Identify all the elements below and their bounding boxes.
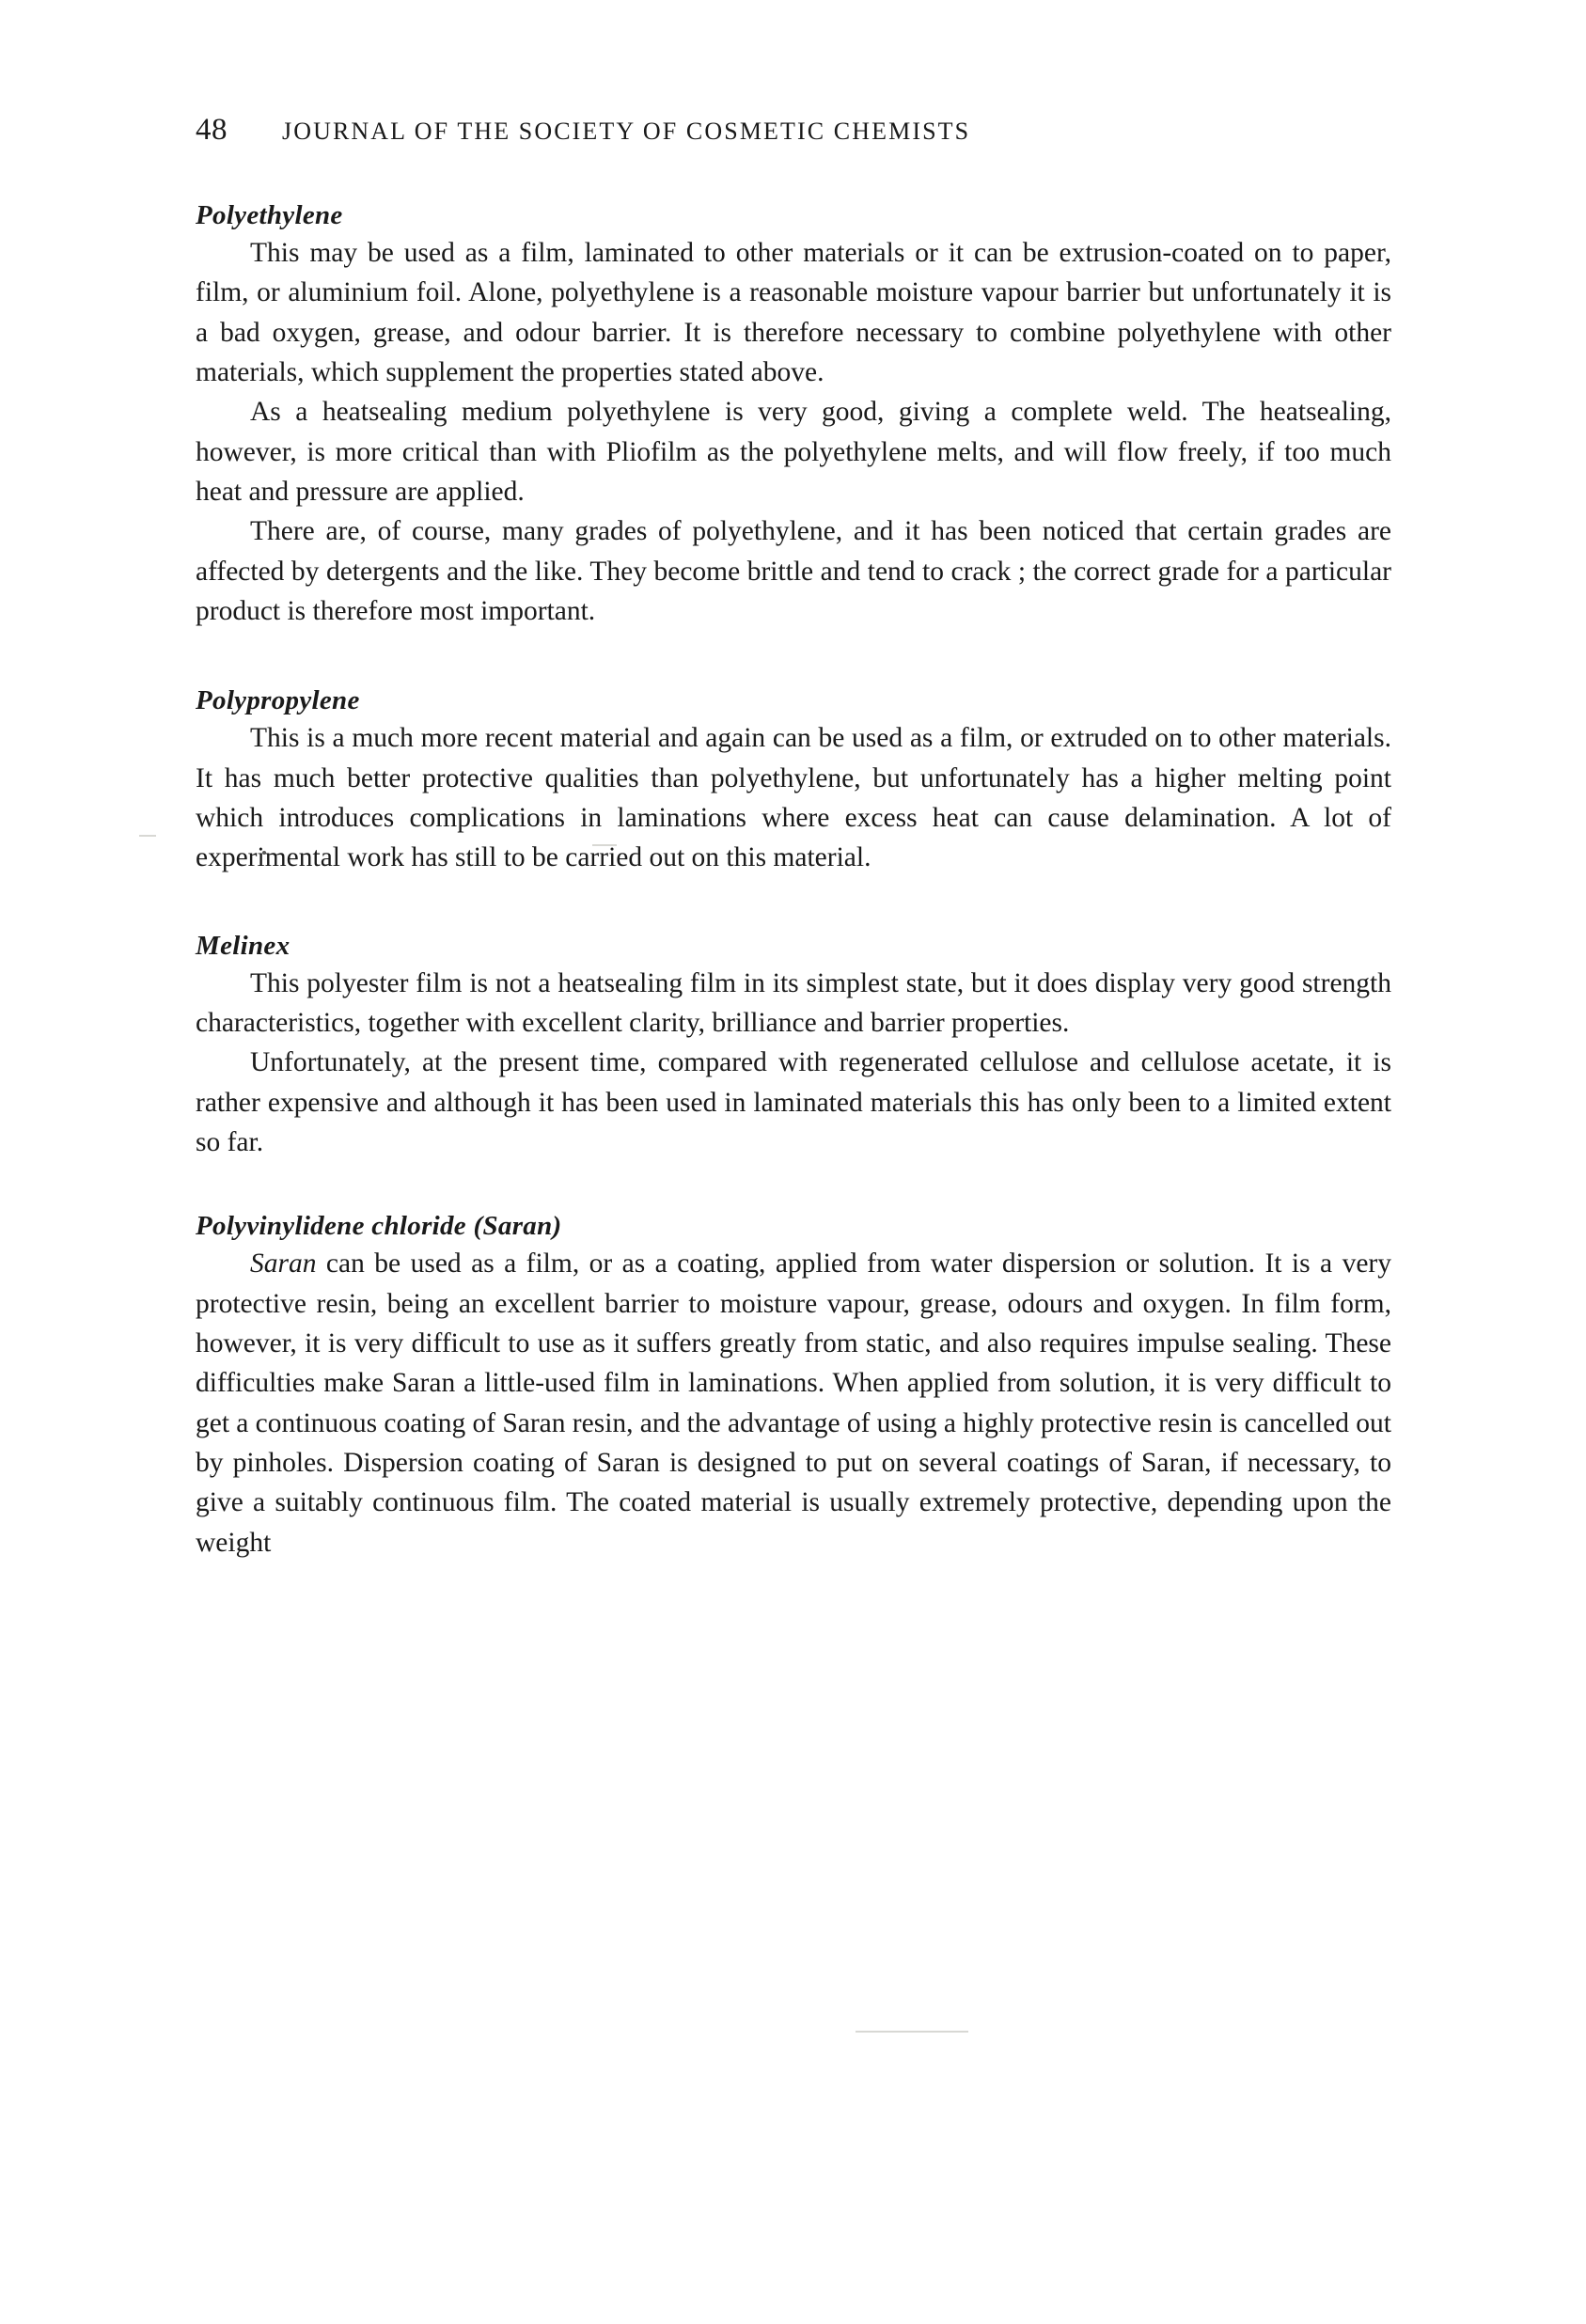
section-heading: Polypropylene (196, 685, 360, 716)
paragraph: There are, of course, many grades of polyethylene, and it has been noticed that certain grades are affected by detergents and the like. They become brittle and tend to crack ; the correct grade for a particular product is therefore most important. (196, 516, 1391, 626)
scan-artifact-lower (856, 2031, 968, 2033)
scan-artifact-left-edge (139, 835, 156, 837)
paragraph: As a heatsealing medium polyethylene is very good, giving a complete weld. The heatsealing, however, is more critical than with Pliofilm as the polyethylene melts, and will flow freely, if too much heat and pressure are applied. (196, 397, 1391, 507)
paragraph: This may be used as a film, laminated to other materials or it can be extrusion-coated on to paper, film, or aluminium foil. Alone, polyethylene is a reasonable moisture vapour barrier but unfortunately it is a bad oxygen, grease, and odour barrier. It is therefore necessary to combine polyethylene with other materials, which supplement the properties stated above. (196, 238, 1391, 387)
paragraph: This is a much more recent material and again can be used as a film, or extruded on to other materials. It has much better protective qualities than polyethylene, but unfortunately has a higher melting point which introduces complications in laminations where excess heat can cause delamination. A lot of experimental work has still to be carried out on this material. (196, 723, 1391, 873)
section-melinex (196, 931, 1391, 1163)
page-content (196, 113, 1391, 1562)
section-heading: Melinex (196, 930, 291, 961)
paragraph-text: can be used as a film, or as a coating, applied from water dispersion or solution. It is a very protective resin, being an excellent barrier to moisture vapour, grease, odours and oxygen. In film form, however, it is very difficult to use as it suffers greatly from static, and also requires impulse sealing. These difficulties make Saran a little-used film in laminations. When applied from solution, it is very difficult to get a continuous coating of Saran resin, and the advantage of using a highly protective resin is cancelled out by pinholes. Dispersion coating of Saran is designed to put on several coatings of Saran, if necessary, to give a suitably continuous film. The coated material is usually extremely protective, depending upon the weight (196, 1248, 1391, 1558)
paragraph: This polyester film is not a heatsealing film in its simplest state, but it does display very good strength characteristics, together with excellent clarity, brilliance and barrier properties. (196, 967, 1391, 1038)
section-heading: Polyethylene (196, 200, 343, 230)
section-polyvinylidene-chloride (196, 1211, 1391, 1562)
page-number: 48 (196, 113, 228, 147)
section-polyethylene (196, 200, 1391, 631)
section-heading: Polyvinylidene chloride (Saran) (196, 1211, 562, 1242)
term-saran: Saran (250, 1248, 317, 1280)
running-head (196, 113, 1391, 148)
section-polypropylene (196, 685, 1391, 877)
paragraph (196, 1244, 1391, 1562)
paragraph: Unfortunately, at the present time, compared with regenerated cellulose and cellulose acetate, it is rather expensive and although it has been used in laminated materials this has only been to a limited extent so far. (196, 1047, 1391, 1157)
journal-title: JOURNAL OF THE SOCIETY OF COSMETIC CHEMISTS (282, 118, 971, 145)
